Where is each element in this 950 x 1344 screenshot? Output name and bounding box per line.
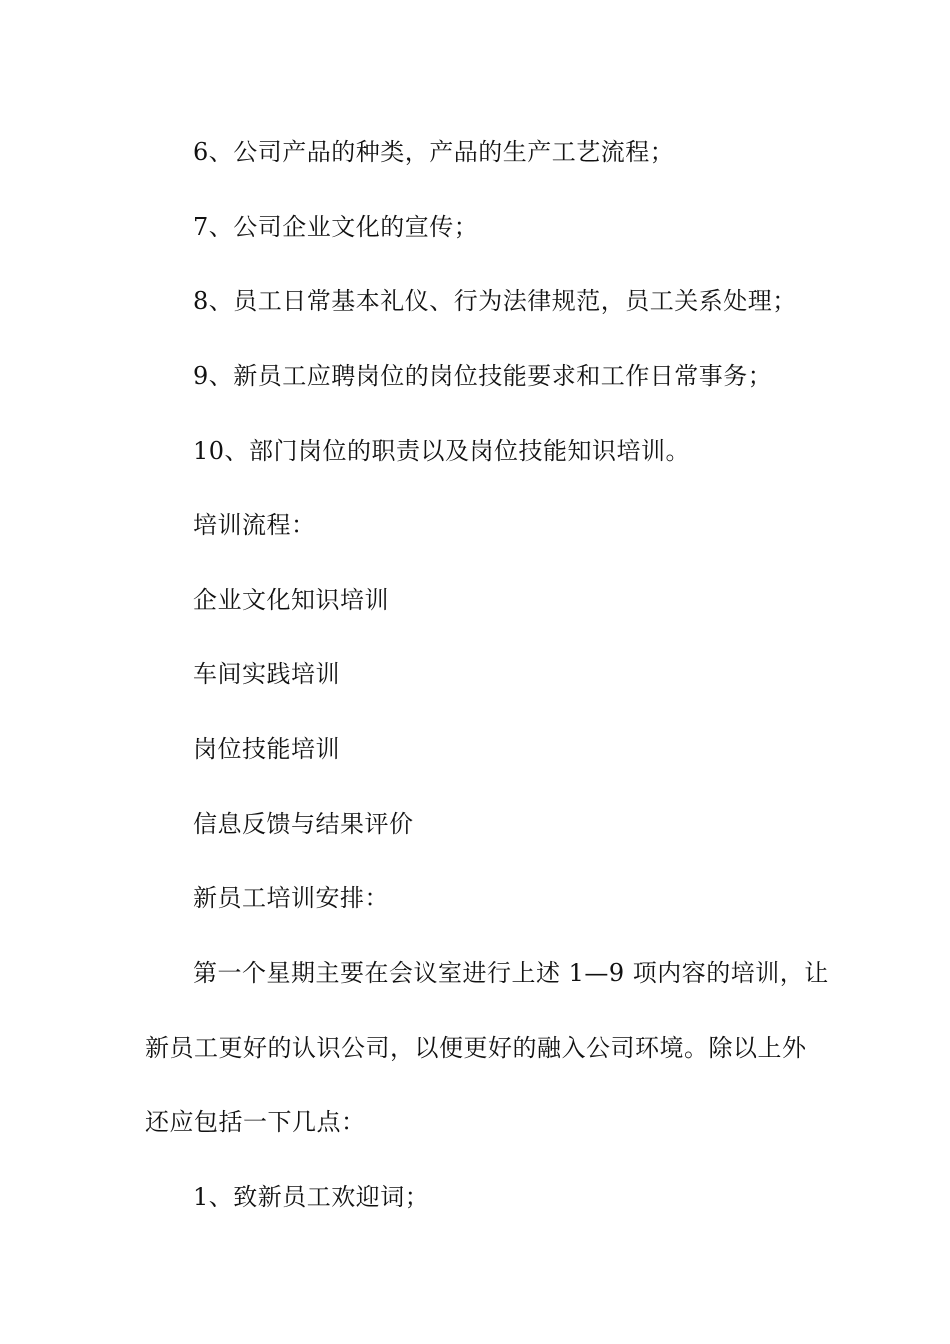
paragraph-line-1: 第一个星期主要在会议室进行上述 1—9 项内容的培训，让 bbox=[193, 959, 829, 987]
process-step-workshop: 车间实践培训 bbox=[193, 660, 340, 688]
list-item-8: 8、员工日常基本礼仪、行为法律规范，员工关系处理； bbox=[193, 287, 797, 315]
process-step-skills: 岗位技能培训 bbox=[193, 735, 340, 763]
list-item-1: 1、致新员工欢迎词； bbox=[193, 1183, 430, 1211]
process-step-culture: 企业文化知识培训 bbox=[193, 586, 389, 614]
training-process-heading: 培训流程： bbox=[193, 511, 316, 539]
process-step-feedback: 信息反馈与结果评价 bbox=[193, 810, 414, 838]
paragraph-line-3: 还应包括一下几点： bbox=[145, 1108, 366, 1136]
list-item-9: 9、新员工应聘岗位的岗位技能要求和工作日常事务； bbox=[193, 362, 773, 390]
schedule-heading: 新员工培训安排： bbox=[193, 884, 389, 912]
list-item-6: 6、公司产品的种类，产品的生产工艺流程； bbox=[193, 138, 675, 166]
list-item-7: 7、公司企业文化的宣传； bbox=[193, 213, 479, 241]
list-item-10: 10、部门岗位的职责以及岗位技能知识培训。 bbox=[193, 437, 691, 465]
paragraph-line-2: 新员工更好的认识公司，以便更好的融入公司环境。除以上外 bbox=[145, 1034, 807, 1062]
